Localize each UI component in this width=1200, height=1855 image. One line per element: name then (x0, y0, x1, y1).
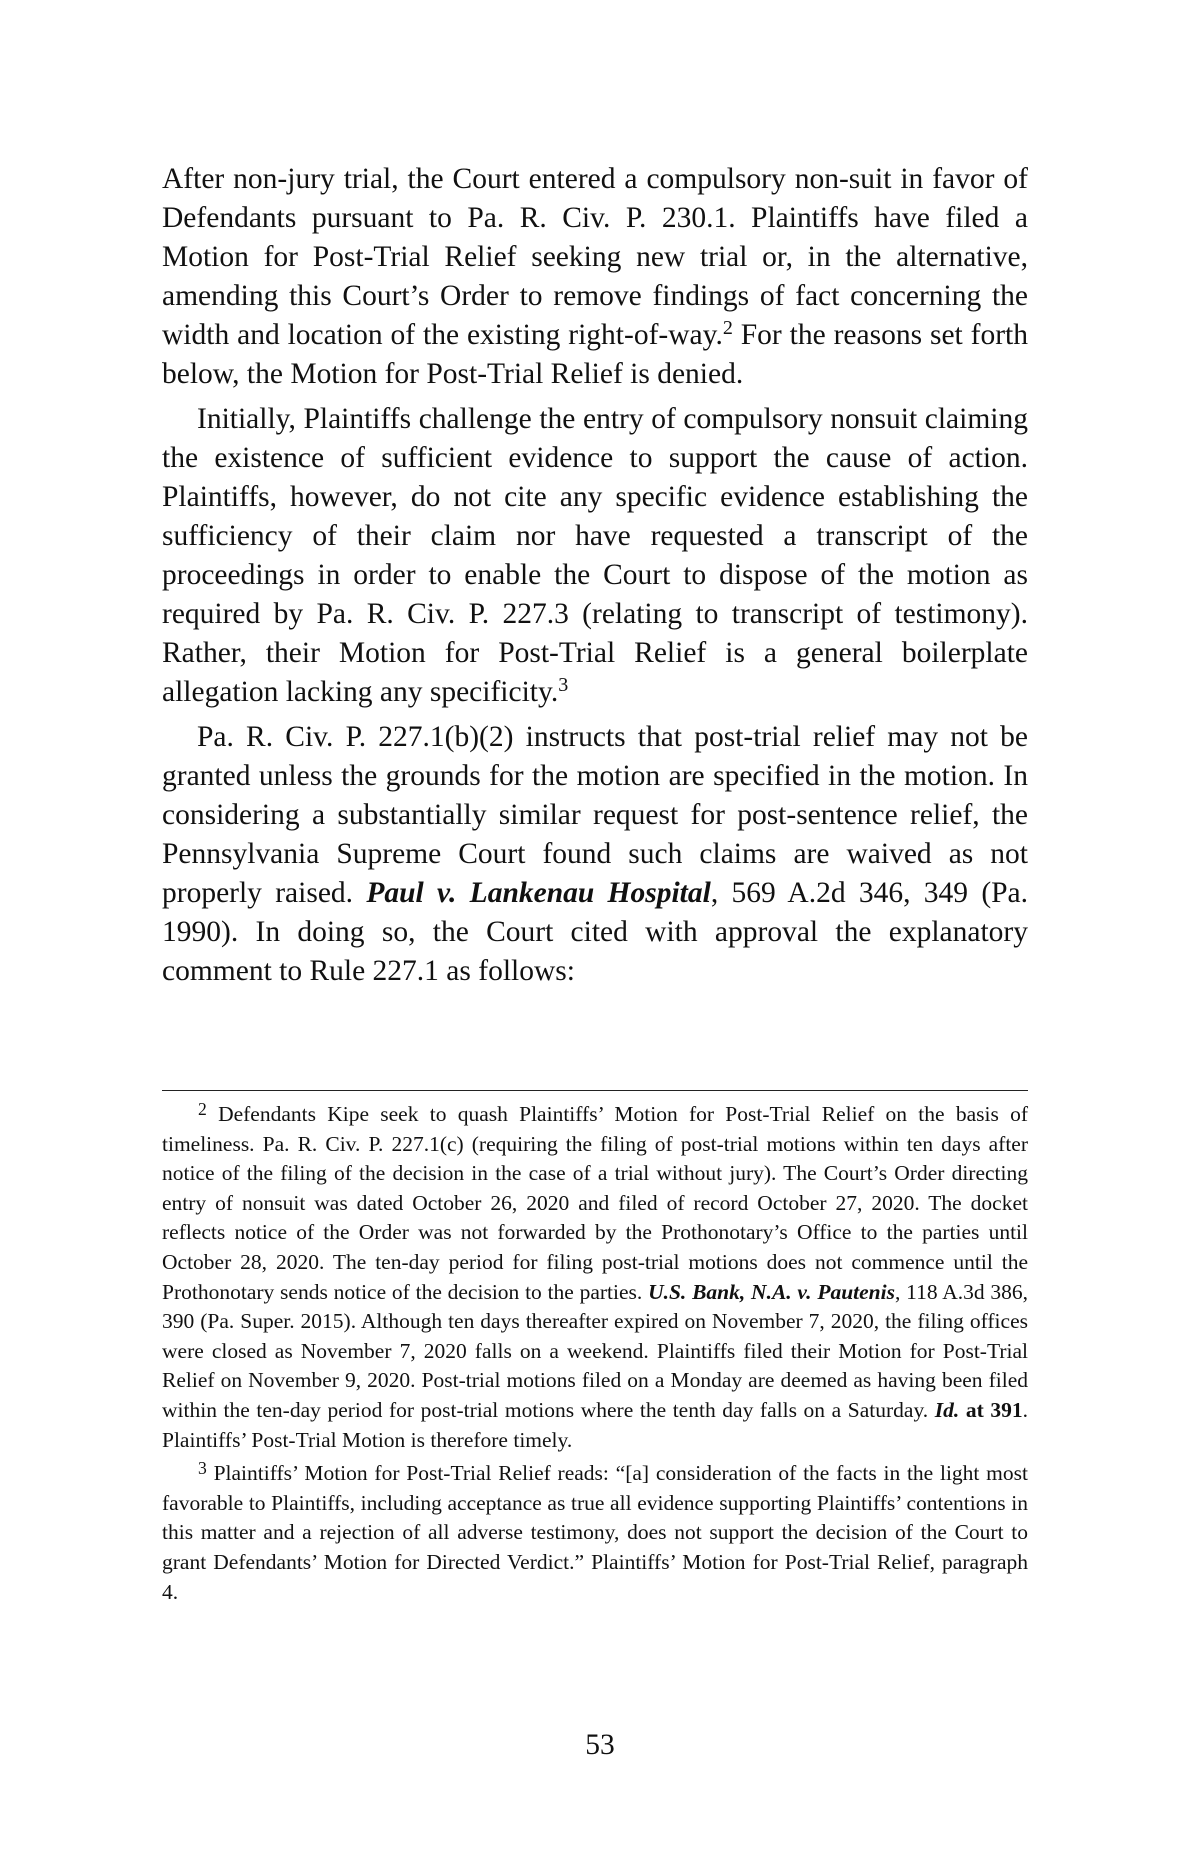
page-number: 53 (585, 1729, 615, 1761)
footnote-3 (162, 1459, 1028, 1607)
footnotes (162, 1100, 1028, 1611)
footnote-ref-2[interactable]: 2 (722, 316, 733, 339)
footnote-2-text-b: , 118 A.3d 386, 390 (Pa. Super. 2015). Although ten days thereafter expired on November 7, 2020, the filing offices were closed as November 7, 2020 falls on a weekend. Plaintiffs filed their Motion for Post-Trial Relief on November 9, 2020. Post-trial motions filed on a Monday are deemed as having been filed within the ten-day period for post-trial motions where the tenth day falls on a Saturday. (162, 1279, 1028, 1422)
id-pin-cite: at 391 (959, 1397, 1023, 1422)
case-citation-us-bank: U.S. Bank, N.A. v. Pautenis (648, 1279, 895, 1304)
id-citation: Id. (934, 1397, 960, 1422)
paragraph-3-text-b: , 569 A.2d 346, 349 (Pa. 1990). In doing so, the Court cited with approval the explanatory comment to Rule 227.1 as follows: (162, 877, 1029, 987)
footnote-2-mark: 2 (198, 1098, 207, 1119)
footnote-3-text-a: Plaintiffs’ Motion for Post-Trial Relief reads: “[a] consideration of the facts in the light most favorable to Plaintiffs, including acceptance as true all evidence supporting Plaintiffs’ contentions in this matter and a rejection of all adverse testimony, does not support the decision of the Court to grant Defendants’ Motion for Directed Verdict.” Plaintiffs’ Motion for Post-Trial Relief, paragraph 4. (162, 1461, 1028, 1604)
body-text (162, 160, 1028, 997)
footnote-2-text-c: . Plaintiffs’ Post-Trial Motion is therefore timely. (162, 1397, 1028, 1452)
paragraph-3-text-a: Pa. R. Civ. P. 227.1(b)(2) instructs that post-trial relief may not be granted unless the grounds for the motion are specified in the motion. In considering a substantially similar request for post-sentence relief, the Pennsylvania Supreme Court found such claims are waived as not properly raised. (162, 721, 1028, 909)
footnote-3-mark: 3 (198, 1457, 207, 1478)
case-citation-paul: Paul v. Lankenau Hospital (366, 877, 711, 909)
paragraph-1-text-b: For the reasons set forth below, the Motion for Post-Trial Relief is denied. (162, 319, 1028, 390)
paragraph-1 (162, 160, 1028, 394)
paragraph-2-text-a: Initially, Plaintiffs challenge the entry of compulsory nonsuit claiming the existence of sufficient evidence to support the cause of action. Plaintiffs, however, do not cite any specific evidence establishing the sufficiency of their claim nor have requested a transcript of the proceedings in order to enable the Court to dispose of the motion as required by Pa. R. Civ. P. 227.3 (relating to transcript of testimony). Rather, their Motion for Post-Trial Relief is a general boilerplate allegation lacking any specificity. (162, 403, 1028, 708)
paragraph-2 (162, 400, 1028, 712)
footnote-divider (162, 1090, 1028, 1091)
footnote-ref-3[interactable]: 3 (558, 673, 569, 696)
footnote-2-text-a: Defendants Kipe seek to quash Plaintiffs’ Motion for Post-Trial Relief on the basis of timeliness. Pa. R. Civ. P. 227.1(c) (requiring the filing of post-trial motions within ten days after notice of the filing of the decision in the case of a trial without jury). The Court’s Order directing entry of nonsuit was dated October 26, 2020 and filed of record October 27, 2020. The docket reflects notice of the Order was not forwarded by the Prothonotary’s Office to the parties until October 28, 2020. The ten-day period for filing post-trial motions does not commence until the Prothonotary sends notice of the decision to the parties. (162, 1102, 1028, 1304)
paragraph-1-text-a: After non-jury trial, the Court entered a compulsory non-suit in favor of Defendants pursuant to Pa. R. Civ. P. 230.1. Plaintiffs have filed a Motion for Post-Trial Relief seeking new trial or, in the alternative, amending this Court’s Order to remove findings of fact concerning the width and location of the existing right-of-way. (162, 163, 1028, 351)
footnote-2 (162, 1100, 1028, 1455)
paragraph-3 (162, 718, 1028, 991)
